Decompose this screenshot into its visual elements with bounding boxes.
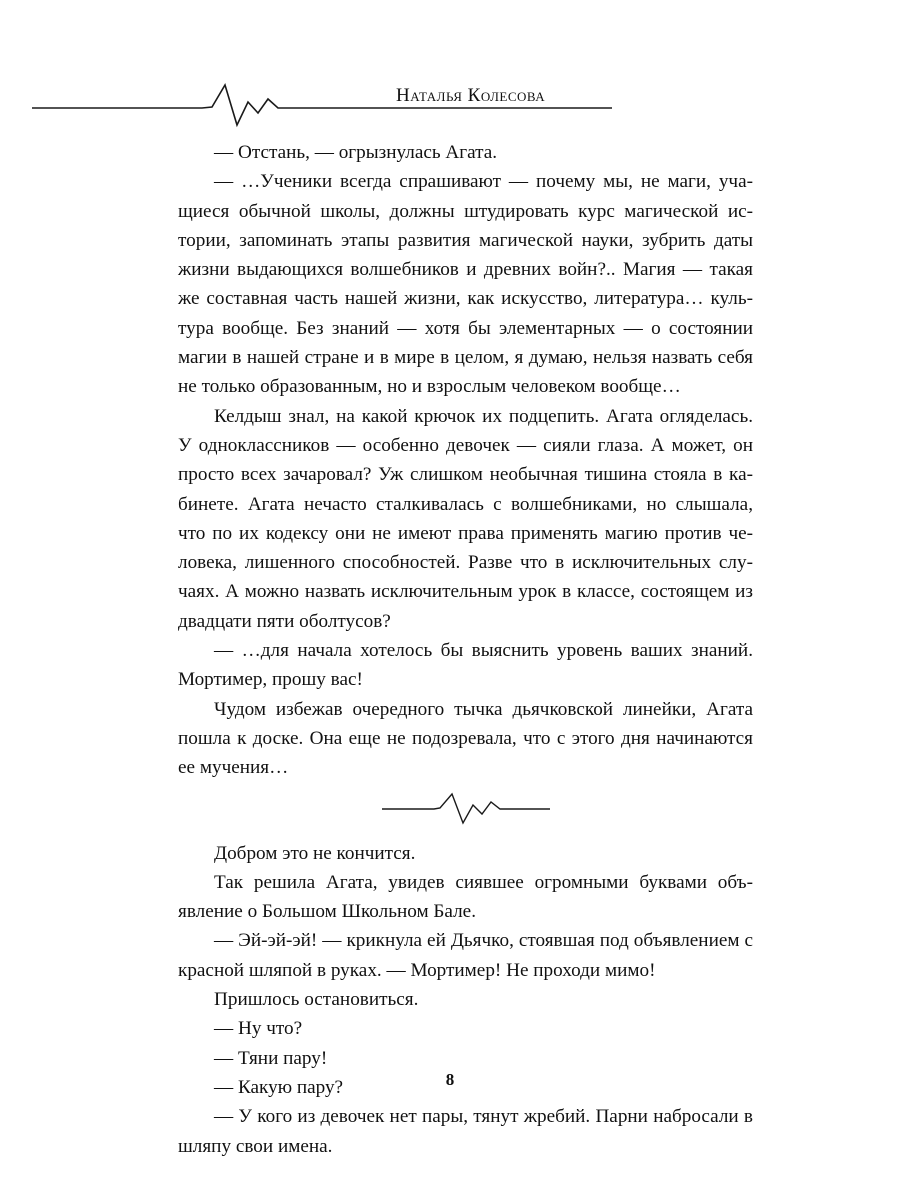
paragraph: — …Ученики всегда спрашивают — почему мы, не маги, учащиеся обычной школы, должны штудировать курс магической истории, запоминать этапы развития магической науки, зубрить даты жизни выдающихся волшебников и древних войн?.. Магия — такая же составная часть нашей жизни, как искусство, литература… культура вообще. Без знаний — хотя бы элементарных — о состоянии магии в нашей стране и в мире в целом, я думаю, нельзя назвать себя не только образованным, но и взрослым человеком вообще… <box>178 171 753 398</box>
paragraph: — Какую пару? <box>214 1076 344 1098</box>
ekg-zigzag-ornament-icon <box>382 791 550 825</box>
paragraph: Пришлось остановиться. <box>214 989 419 1011</box>
paragraph: Келдыш знал, на какой крючок их подцепить. Агата огляделась. У одноклассников — особенно девочек — сияли глаза. А может, он просто всех зачаровал? Уж слишком необычная тишина стояла в кабинете. Агата нечасто сталкивалась с волшебниками, но слышала, что по их кодексу они не имеют права применять магию против человека, лишенного способностей. Разве что в исключительных случаях. А можно назвать исключительным урок в классе, состоящем из двадцати пяти оболтусов? <box>178 405 753 632</box>
text-column <box>178 138 753 1161</box>
page-number: 8 <box>445 1070 455 1089</box>
paragraph: Чудом избежав очередного тычка дьячковской линейки, Агата пошла к доске. Она еще не подозревала, что с этого дня начинаются ее мучения… <box>178 698 753 779</box>
paragraph: — У кого из девочек нет пары, тянут жребий. Парни набросали в шляпу свои имена. <box>178 1106 753 1157</box>
paragraph: — …для начала хотелось бы выяснить уровень ваших знаний. Мортимер, прошу вас! <box>178 640 753 691</box>
paragraph: — Отстань, — огрызнулась Агата. <box>214 142 498 163</box>
running-head-author: Наталья Колесова <box>396 85 546 106</box>
paragraph: — Ну что? <box>214 1018 303 1040</box>
paragraph: — Тяни пару! <box>214 1047 328 1069</box>
paragraph: Так решила Агата, увидев сиявшее огромными буквами объявление о Большом Школьном Бале. <box>178 871 753 923</box>
paragraph: Добром это не кончится. <box>214 842 416 864</box>
scene-divider <box>178 783 753 839</box>
paragraph: — Эй-эй-эй! — крикнула ей Дьячко, стоявшая под объявлением с красной шляпой в руках. — Мортимер! Не проходи мимо! <box>178 930 753 981</box>
